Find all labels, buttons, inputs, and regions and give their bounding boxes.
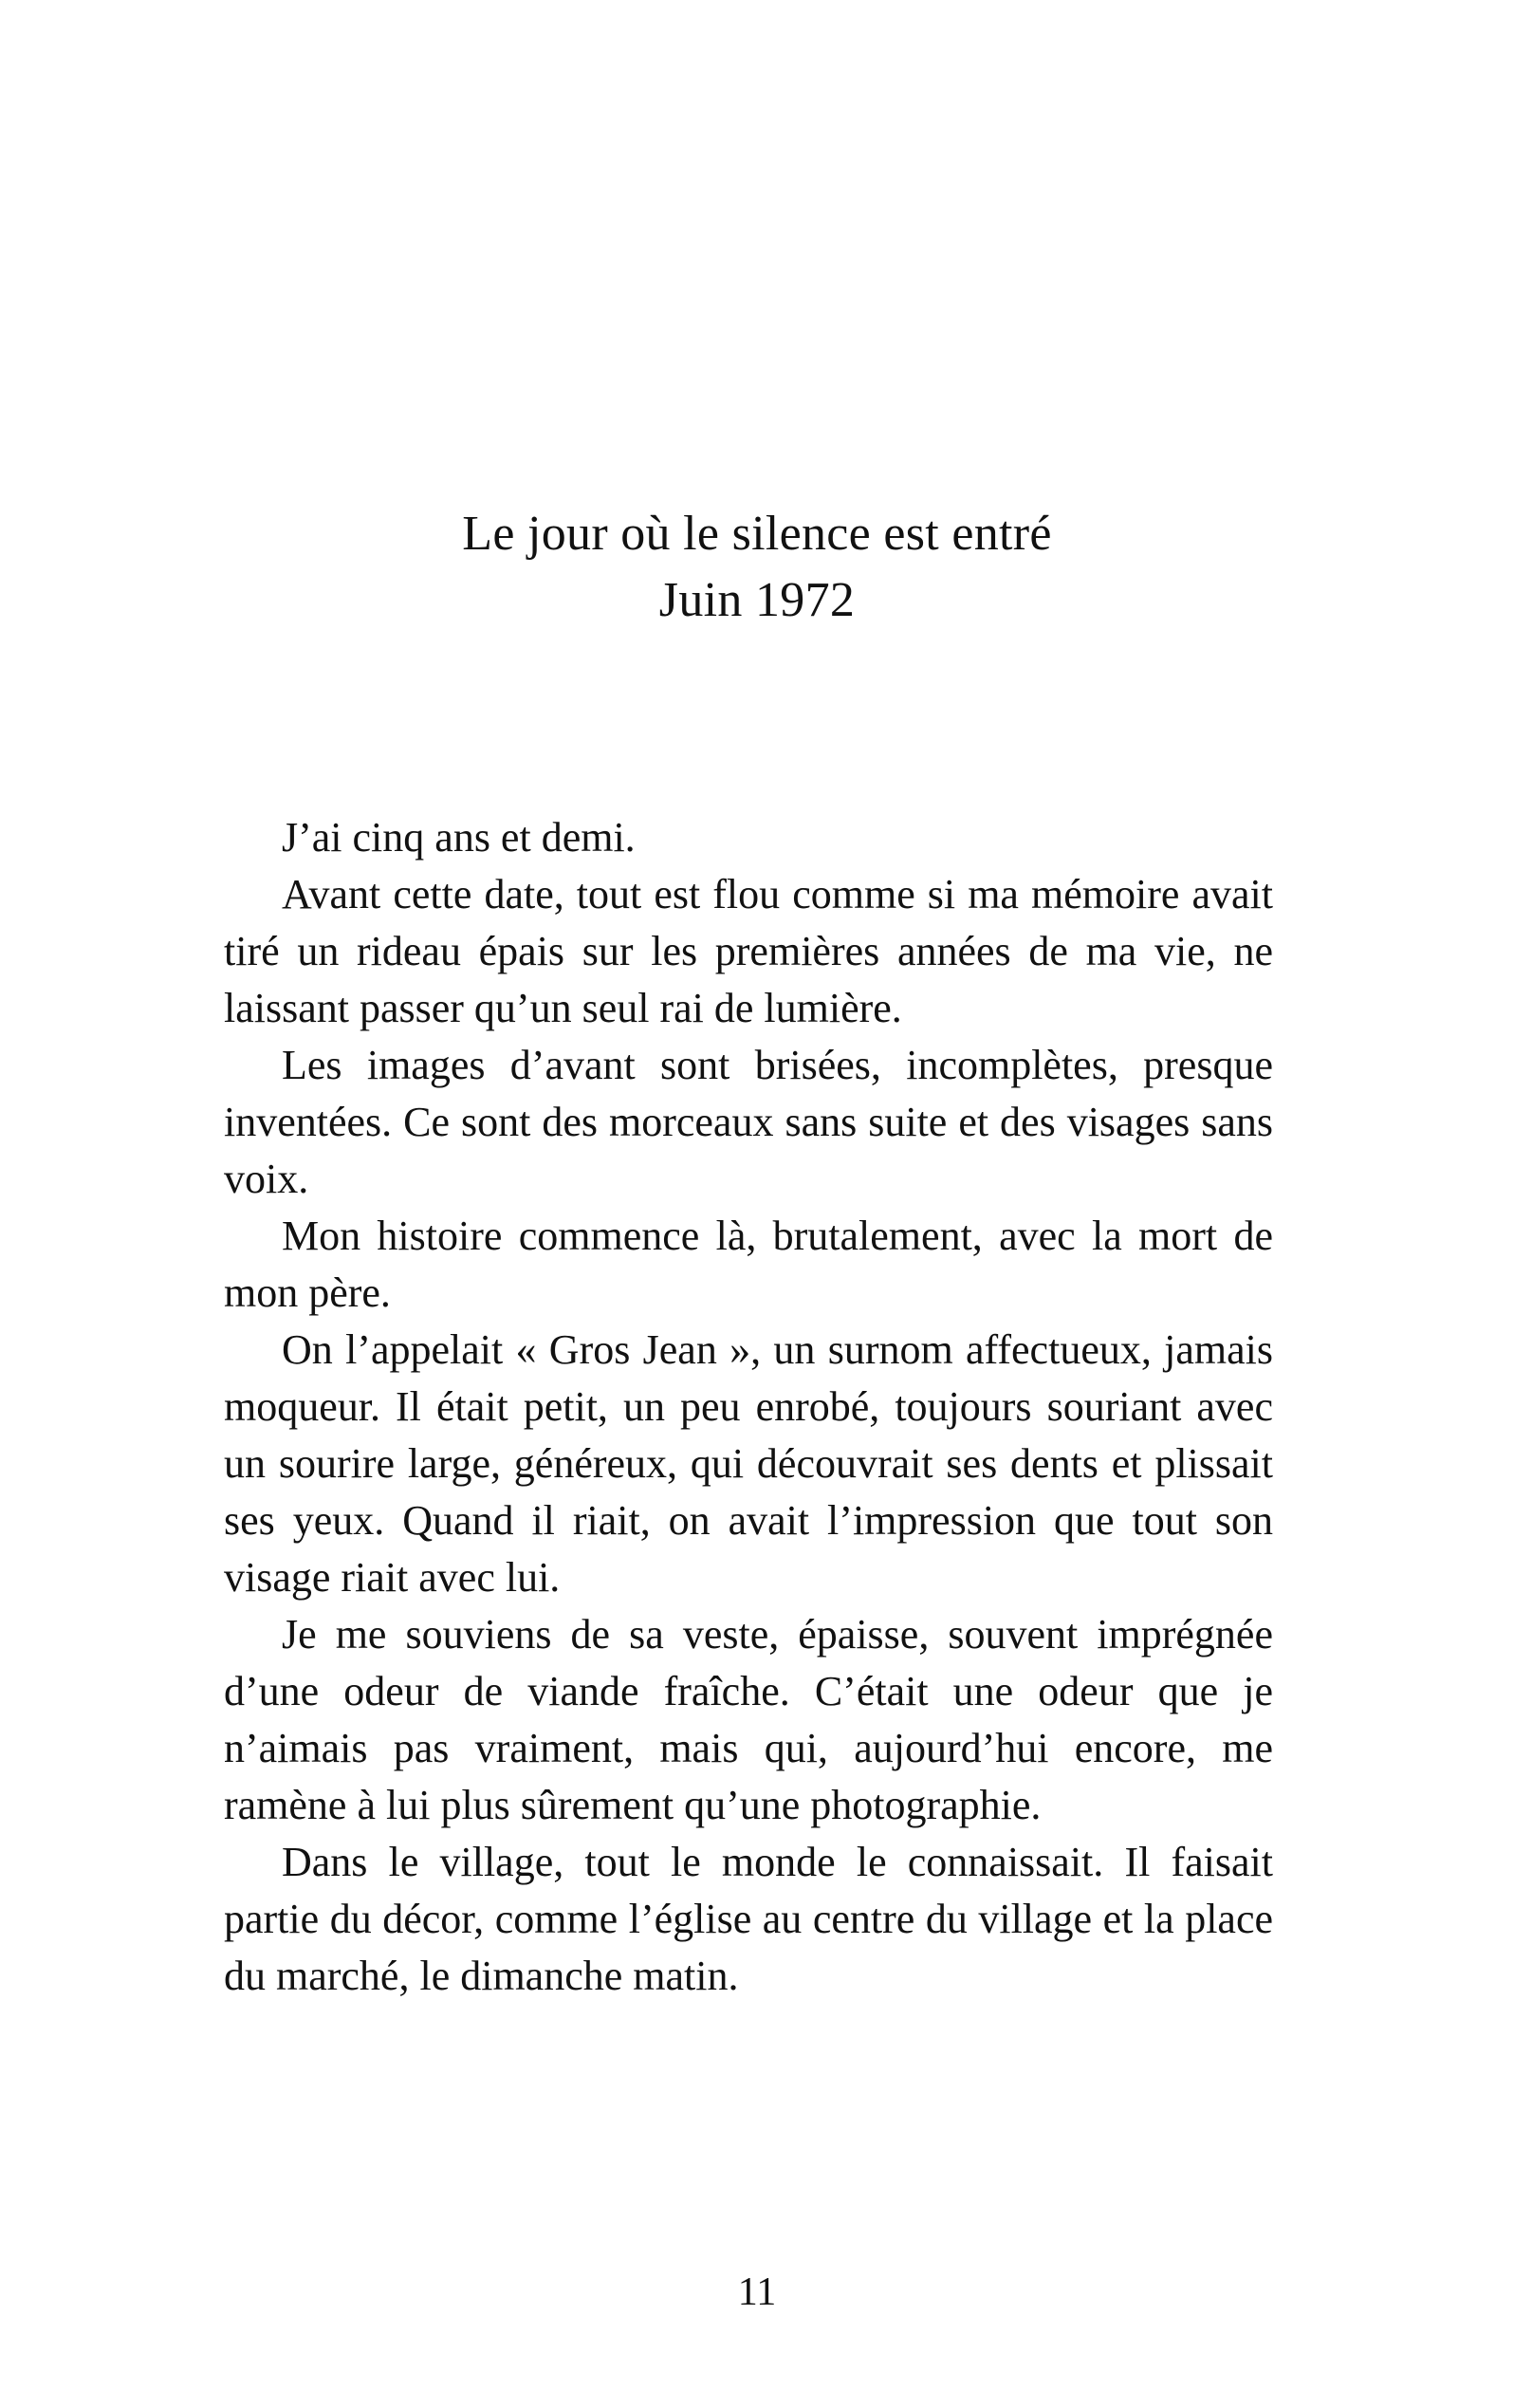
paragraph: Les images d’avant sont brisées, incomplètes, presque inventées. Ce sont des morceaux sans suite et des visages sans voix. xyxy=(224,1042,1273,1202)
paragraph: Avant cette date, tout est flou comme si ma mémoire avait tiré un rideau épais sur les premières années de ma vie, ne laissant passer qu’un seul rai de lumière. xyxy=(224,871,1273,1031)
chapter-heading xyxy=(0,501,1514,634)
paragraph: Je me souviens de sa veste, épaisse, souvent imprégnée d’une odeur de viande fraîche. C’était une odeur que je n’aimais pas vraiment, mais qui, aujourd’hui encore, me ramène à lui plus sûrement qu’une photographie. xyxy=(224,1611,1273,1828)
paragraph: On l’appelait « Gros Jean », un surnom affectueux, jamais moqueur. Il était petit, un peu enrobé, toujours souriant avec un sourire large, généreux, qui découvrait ses dents et plissait ses yeux. Quand il riait, on avait l’impression que tout son visage riait avec lui. xyxy=(224,1326,1273,1601)
body-text xyxy=(224,809,1273,2005)
page-number: 11 xyxy=(737,2270,777,2314)
paragraph: Dans le village, tout le monde le connaissait. Il faisait partie du décor, comme l’église au centre du village et la place du marché, le dimanche matin. xyxy=(224,1839,1273,1999)
chapter-title: Le jour où le silence est entré xyxy=(462,507,1052,561)
paragraph: J’ai cinq ans et demi. xyxy=(282,814,636,861)
chapter-date: Juin 1972 xyxy=(658,573,856,627)
paragraph: Mon histoire commence là, brutalement, avec la mort de mon père. xyxy=(224,1213,1273,1316)
